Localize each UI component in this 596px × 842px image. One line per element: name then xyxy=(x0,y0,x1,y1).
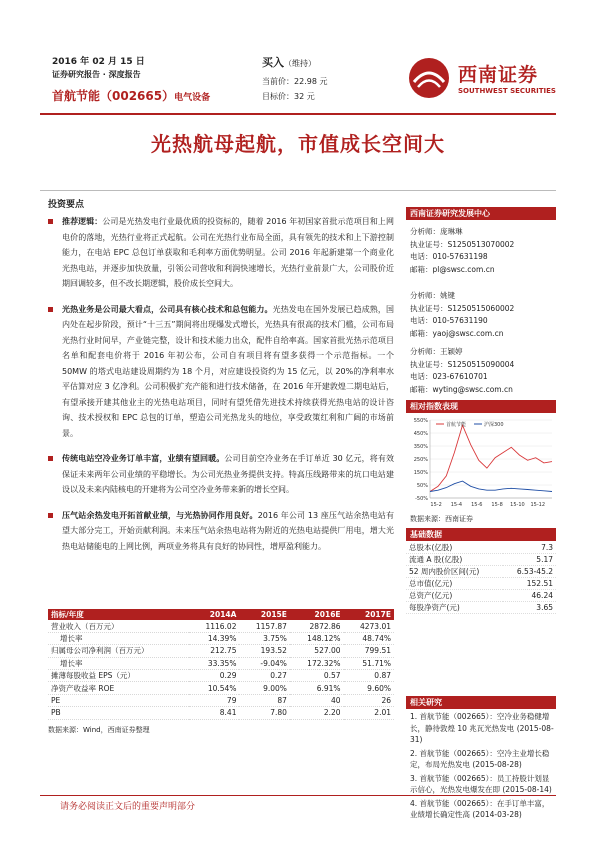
row-value: 46.24 xyxy=(503,590,556,602)
analyst-block xyxy=(410,346,514,396)
label: 执业证号： xyxy=(410,303,448,313)
key-point-text: 光热发电在国外发展已趋成熟，国内处在起步阶段，预计“十三五”期间将出现爆发式增长，光热具有很高的技术门槛，公司布局光热行业时间早，产业链完整，设计和技术能力出众，配件自给率高。国家首批光热示范项目名单和配套电价将于 2016 年初公布，公司自有项目将有望多获得一个示范指标。一个 50MW 的塔式电站建设周期约为 18 个月，对应建设投资约为 15 亿元，以 20%的净利率水平估算对应 3 亿净利。公司积极扩充产能和进行技术储备，在 2016 年开建敦煌二期电站后，有望承接开建其他业主的光热电站项目，同时有望凭借先进技术持续获得光热电站的设计咨询、技术授权和 EPC 总包的订单，塑造公司光热龙头的地位，享受政策红利和广阔的市场前景。 xyxy=(62,304,395,438)
label: 分析师： xyxy=(410,291,440,300)
analyst-cert xyxy=(410,303,514,316)
series-line xyxy=(430,425,552,491)
rating-sub: （维持） xyxy=(284,59,316,68)
row-value: 1157.87 xyxy=(239,620,289,632)
analyst-phone xyxy=(410,315,514,328)
key-point xyxy=(48,451,394,498)
row-label: PB xyxy=(48,707,189,719)
row-value: 7.3 xyxy=(503,542,556,554)
brand-name-cn: 西南证券 xyxy=(458,64,539,86)
row-value: 0.87 xyxy=(344,669,394,681)
forecast-table xyxy=(48,609,394,720)
row-value: 51.71% xyxy=(344,657,394,669)
row-value: 10.54% xyxy=(189,682,239,694)
rating xyxy=(262,54,316,70)
row-label: 总股本(亿股) xyxy=(406,542,503,554)
table-row xyxy=(406,566,556,578)
label: 电话： xyxy=(410,316,433,325)
report-type: 证券研究报告 · 深度报告 xyxy=(52,70,141,79)
key-point-heading: 光热业务是公司最大看点，公司具有核心技术和总包能力。 xyxy=(62,304,273,314)
table-header-cell: 指标/年度 xyxy=(48,609,189,620)
row-value: 527.00 xyxy=(290,645,344,657)
analyst-email[interactable] xyxy=(410,384,514,397)
table-header-cell: 2014A xyxy=(189,609,239,620)
brand-name-en: SOUTHWEST SECURITIES xyxy=(458,87,556,95)
row-value: 172.32% xyxy=(290,657,344,669)
email-link[interactable]: pl@swsc.com.cn xyxy=(432,264,495,274)
related-item[interactable]: 2. 首航节能（002665）：空冷主业增长稳定，布局光热发电 (2015-08-28) xyxy=(410,748,550,769)
key-point xyxy=(48,214,394,292)
table-row xyxy=(406,554,556,566)
y-tick-label: 450% xyxy=(413,431,428,437)
row-label: 总市值(亿元) xyxy=(406,578,503,590)
table-row xyxy=(48,682,394,694)
footer-disclaimer: 请务必阅读正文后的重要声明部分 xyxy=(60,802,196,812)
related-title: 相关研究 xyxy=(406,696,556,709)
row-value: 48.74% xyxy=(344,632,394,644)
team-title: 西南证券研究发展中心 xyxy=(406,207,556,220)
row-label: 增长率 xyxy=(48,657,189,669)
email-link[interactable]: yaoj@swsc.com.cn xyxy=(432,328,504,338)
label: 分析师： xyxy=(410,347,440,356)
bullet-marker-icon xyxy=(48,307,53,312)
row-value: 1116.02 xyxy=(189,620,239,632)
table-header-cell: 2017E xyxy=(344,609,394,620)
price-value: 22.98 元 xyxy=(294,77,328,86)
row-label: 营业收入（百万元） xyxy=(48,620,189,632)
row-value: 14.39% xyxy=(189,632,239,644)
row-value: 79 xyxy=(189,694,239,706)
analyst-block xyxy=(410,226,514,276)
table-row xyxy=(48,694,394,706)
price-label: 当前价： xyxy=(262,77,294,86)
row-value: 6.91% xyxy=(290,682,344,694)
y-tick-label: 50% xyxy=(416,483,428,489)
email-link[interactable]: wyting@swsc.com.cn xyxy=(432,384,513,394)
x-tick-label: 15-8 xyxy=(491,502,503,508)
related-item[interactable]: 4. 首航节能（002665）：在手订单丰富，业绩增长确定性高 (2014-03-28) xyxy=(410,798,550,819)
legend-label: 首航节能 xyxy=(446,422,467,428)
table-row xyxy=(48,620,394,632)
row-value: 40 xyxy=(290,694,344,706)
key-point xyxy=(48,302,394,442)
brand-emblem-icon xyxy=(406,56,452,100)
y-tick-label: 350% xyxy=(413,444,428,450)
y-tick-label: -50% xyxy=(415,496,428,502)
label: 分析师： xyxy=(410,227,440,236)
bullet-marker-icon xyxy=(48,219,53,224)
table-row xyxy=(48,632,394,644)
value: 023-67610701 xyxy=(432,372,488,381)
label: 电话： xyxy=(410,372,433,381)
row-value: 152.51 xyxy=(503,578,556,590)
row-value: 26 xyxy=(344,694,394,706)
analyst-email[interactable] xyxy=(410,264,514,277)
row-value: 0.57 xyxy=(290,669,344,681)
label: 执业证号： xyxy=(410,239,448,249)
key-point-text: 2016 年公司 13 座压气站余热电站有望大部分完工，开始贡献利润。未来压气站余热电站将为附近的光热电站提供厂用电，增大光热电站储能电的上网比例，两项业务将具有良好的协同性，增厚盈利能力。 xyxy=(62,510,395,551)
y-tick-label: 550% xyxy=(413,418,428,424)
row-value: 7.80 xyxy=(239,707,289,719)
key-points xyxy=(48,214,394,564)
row-value: 5.17 xyxy=(503,554,556,566)
table-row xyxy=(406,578,556,590)
row-value: 799.51 xyxy=(344,645,394,657)
series-line xyxy=(430,481,552,491)
x-tick-label: 15-2 xyxy=(430,502,442,508)
chart-title: 相对指数表现 xyxy=(406,400,556,413)
row-value: 87 xyxy=(239,694,289,706)
company-line xyxy=(52,87,210,104)
row-value: 33.35% xyxy=(189,657,239,669)
x-tick-label: 15-4 xyxy=(450,502,463,508)
key-points-title: 投资要点 xyxy=(48,200,85,210)
row-label: 增长率 xyxy=(48,632,189,644)
report-title: 光热航母起航，市值成长空间大 xyxy=(151,132,445,156)
table-source: 数据来源：Wind，西南证券整理 xyxy=(48,726,150,734)
related-item[interactable]: 3. 首航节能（002665）：员工持股计划显示信心，光热发电爆发在即 (2015-08-14) xyxy=(410,773,552,794)
value: 010-57631198 xyxy=(432,252,488,261)
analyst-email[interactable] xyxy=(410,328,514,341)
table-header-row xyxy=(48,609,394,620)
row-label: 摊薄每股收益 EPS（元） xyxy=(48,669,189,681)
row-value: 9.60% xyxy=(344,682,394,694)
analyst-name xyxy=(410,346,514,359)
row-value: 193.52 xyxy=(239,645,289,657)
value: 王颖婷 xyxy=(440,347,463,356)
row-label: 净资产收益率 ROE xyxy=(48,682,189,694)
row-value: 8.41 xyxy=(189,707,239,719)
current-price xyxy=(262,76,327,87)
table-row xyxy=(406,602,556,614)
analyst-phone xyxy=(410,371,514,384)
key-point-text: 公司目前空冷业务在手订单近 30 亿元，将有效保证未来两年公司业绩的平稳增长。为公司光热业务提供支持。特高压线路带来的坑口电站建设以及未来内陆核电的开建将为公司空冷业务带来新的增长空间。 xyxy=(62,454,395,494)
row-label: 流通 A 股(亿股) xyxy=(406,554,503,566)
basic-data-table xyxy=(406,542,556,614)
industry: 电气设备 xyxy=(174,93,211,103)
analyst-name xyxy=(410,226,514,239)
row-value: 0.29 xyxy=(189,669,239,681)
label: 邮箱： xyxy=(410,384,433,394)
row-value: 2.01 xyxy=(344,707,394,719)
header-divider xyxy=(40,113,556,115)
table-row xyxy=(48,657,394,669)
table-row xyxy=(406,542,556,554)
row-value: 9.00% xyxy=(239,682,289,694)
key-point-heading: 传统电站空冷业务订单丰富，业绩有望回暖。 xyxy=(62,454,225,463)
chart-source: 数据来源：西南证券 xyxy=(410,515,473,523)
bullet-marker-icon xyxy=(48,456,53,461)
table-header-cell: 2016E xyxy=(290,609,344,620)
x-tick-label: 15-10 xyxy=(510,502,525,508)
table-row xyxy=(48,707,394,719)
row-value: -9.04% xyxy=(239,657,289,669)
footer-divider xyxy=(40,795,556,796)
value: S1250513070002 xyxy=(447,239,515,249)
target-label: 目标价： xyxy=(262,92,294,101)
row-value: 6.53-45.2 xyxy=(503,566,556,578)
key-point-heading: 压气站余热发电开拓首献业绩，与光热协同作用良好。 xyxy=(62,510,258,520)
analyst-name xyxy=(410,290,514,303)
y-tick-label: 250% xyxy=(413,457,428,463)
row-value: 212.75 xyxy=(189,645,239,657)
table-row xyxy=(48,669,394,681)
table-row xyxy=(48,645,394,657)
key-point-heading: 推荐逻辑： xyxy=(62,217,103,226)
value: 010-57631190 xyxy=(432,316,488,325)
x-tick-label: 15-6 xyxy=(471,502,483,508)
row-value: 0.27 xyxy=(239,669,289,681)
label: 执业证号： xyxy=(410,359,448,369)
legend-label: 沪深300 xyxy=(484,422,504,428)
analyst-cert xyxy=(410,239,514,252)
target-value: 32 元 xyxy=(294,92,315,101)
row-value: 3.75% xyxy=(239,632,289,644)
value: 姚键 xyxy=(440,291,455,300)
value: 庞琳琳 xyxy=(440,227,463,236)
row-value: 2872.86 xyxy=(290,620,344,632)
row-label: 52 周内股价区间(元) xyxy=(406,566,503,578)
label: 电话： xyxy=(410,252,433,261)
key-point xyxy=(48,508,394,555)
key-point-text: 公司是光热发电行业最优质的投资标的，随着 2016 年初国家首批示范项目和上网电价的落地，光热行业将正式起航。公司在光热行业布局全面，具有领先的技术和上下游控制能力，在电站 EPC 总包订单获取和毛利率方面优势明显。公司 2016 年起新建第一个商业化光热电站，并逐步加快放量，引领公司营收和利润快速增长，光热行业前景广大，公司股价近期回调较多，但不改长期逻辑，股价成长空间大。 xyxy=(62,217,394,288)
table-row xyxy=(406,590,556,602)
report-date: 2016 年 02 月 15 日 xyxy=(52,57,145,67)
value: S1250515060002 xyxy=(447,303,515,313)
row-value: 2.20 xyxy=(290,707,344,719)
row-label: 归属母公司净利润（百万元） xyxy=(48,645,189,657)
row-label: PE xyxy=(48,694,189,706)
row-label: 总资产(亿元) xyxy=(406,590,503,602)
company-name: 首航节能（002665） xyxy=(52,89,175,103)
basic-data-title: 基础数据 xyxy=(406,528,556,541)
bullet-marker-icon xyxy=(48,513,53,518)
relative-index-chart xyxy=(406,414,556,510)
target-price xyxy=(262,91,315,102)
y-tick-label: 150% xyxy=(413,470,428,476)
analyst-cert xyxy=(410,359,514,372)
label: 邮箱： xyxy=(410,264,433,274)
label: 邮箱： xyxy=(410,328,433,338)
brand-logo xyxy=(406,56,556,100)
related-item[interactable]: 1. 首航节能（002665）：空冷业务稳健增长，静待敦煌 10 兆瓦光热发电 (2015-08-31) xyxy=(410,712,554,744)
row-value: 3.65 xyxy=(503,602,556,614)
row-value: 4273.01 xyxy=(344,620,394,632)
table-header-cell: 2015E xyxy=(239,609,289,620)
x-tick-label: 15-12 xyxy=(530,502,546,508)
title-divider xyxy=(40,190,556,191)
analyst-block xyxy=(410,290,514,340)
analyst-phone xyxy=(410,251,514,264)
row-value: 148.12% xyxy=(290,632,344,644)
rating-label: 买入 xyxy=(262,56,284,69)
row-label: 每股净资产(元) xyxy=(406,602,503,614)
value: S1250515090004 xyxy=(447,359,515,369)
related-list xyxy=(410,711,554,823)
